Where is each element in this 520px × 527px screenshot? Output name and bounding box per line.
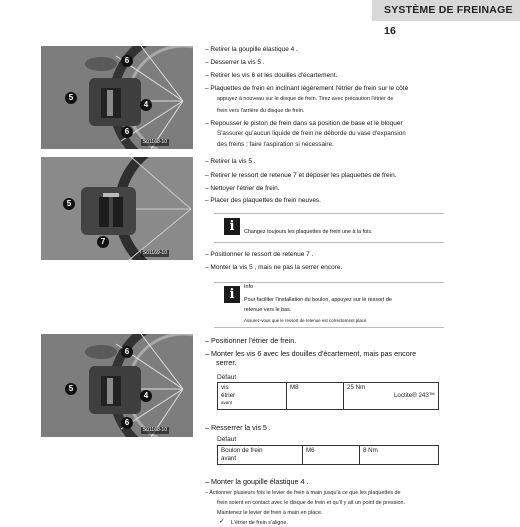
spec-cell: M8 — [287, 383, 344, 410]
callout-4: 4 — [140, 99, 152, 111]
spec-cell: M6 — [303, 446, 360, 465]
check-text: L'étrier de frein s'aligne. — [231, 520, 288, 526]
callout-6b: 6 — [121, 126, 133, 138]
info-icon: i — [224, 218, 240, 235]
note-text: retenue vers le bas. — [244, 307, 292, 313]
spec-cell: 8 Nm — [360, 446, 439, 465]
spec-cell: Boulon de frein — [221, 447, 263, 454]
spec-cell: étrier — [221, 392, 236, 399]
spec-cell: Loctite® 243™ — [393, 392, 435, 399]
callout-6b: 6 — [121, 417, 133, 429]
step: – Monter la vis 5 , mais ne pas la serrer encore. — [205, 264, 343, 271]
spec-caption: Défaut — [217, 436, 237, 443]
torque-spec-table-1 — [217, 382, 439, 410]
step: – Retirer les vis 6 et les douilles d'écartement. — [205, 72, 338, 79]
photo-ref: S01168-10 — [142, 139, 167, 145]
callout-6: 6 — [121, 346, 133, 358]
callout-7: 7 — [97, 236, 109, 248]
step: – Positionner le ressort de retenue 7 . — [205, 251, 314, 258]
callout-5: 5 — [65, 383, 77, 395]
step: – Desserrer la vis 5 . — [205, 59, 265, 66]
step: – Monter les vis 6 avec les douilles d'écartement, mais pas encore — [205, 349, 417, 358]
step: – Plaquettes de frein en inclinant légèrement l'étrier de frein sur le côté — [205, 85, 409, 92]
note-title: Info — [244, 284, 253, 290]
spec-cell: avant — [221, 455, 237, 462]
note-text: Pour faciliter l'installation du boulon, appuyez sur le ressort de — [244, 297, 392, 303]
step: – Retirer le ressort de retenue 7 et déposer les plaquettes de frein. — [205, 172, 397, 179]
spec-cell: vis — [221, 384, 229, 391]
step-detail: appuyez à nouveau sur le disque de frein. Tirez avec précaution l'étrier de — [217, 96, 394, 102]
step: – Monter la goupille élastique 4 . — [205, 477, 309, 486]
step-detail: des freins ; faire l'aspiration si nécessaire. — [217, 141, 334, 148]
spec-caption: Défaut — [217, 374, 237, 381]
callout-4: 4 — [140, 390, 152, 402]
brake-caliper-image — [41, 46, 193, 149]
step-detail: frein soient en contact avec le disque de frein et qu'il y ait un point de pression. — [217, 500, 406, 506]
spec-cell: avant — [221, 400, 233, 405]
note-text: Changez toujours les plaquettes de frein une à la fois. — [244, 229, 373, 235]
callout-6: 6 — [121, 55, 133, 67]
step-detail: Maintenez le levier de frein à main en place. — [217, 510, 323, 516]
note-footer: Assurez-vous que le ressort de retenue est correctement placé. — [244, 318, 368, 323]
check-icon: ✓ — [219, 518, 225, 525]
step-detail: – Actionner plusieurs fois le levier de frein à main jusqu'à ce que les plaquettes de — [205, 490, 401, 496]
callout-5: 5 — [63, 198, 75, 210]
photo-ref: S01168-10 — [142, 427, 167, 433]
step: – Nettoyer l'étrier de frein. — [205, 185, 280, 192]
section-header: SYSTÈME DE FREINAGE 16 — [372, 0, 520, 21]
brake-photo-3 — [41, 334, 193, 437]
step: – Retirer la goupille élastique 4 . — [205, 46, 298, 53]
step: – Positionner l'étrier de frein. — [205, 336, 297, 345]
step: serrer. — [216, 358, 237, 367]
step: – Placer des plaquettes de frein neuves. — [205, 197, 321, 204]
callout-5: 5 — [65, 92, 77, 104]
info-icon: i — [224, 286, 240, 303]
brake-pads-image — [41, 157, 193, 260]
brake-caliper-image — [41, 334, 193, 437]
brake-photo-2 — [41, 157, 193, 260]
step: – Retirer la vis 5 . — [205, 158, 256, 165]
photo-ref: S01169-10 — [142, 250, 167, 256]
step: – Resserrer la vis 5 . — [205, 423, 271, 432]
torque-spec-table-2 — [217, 445, 439, 465]
brake-photo-1 — [41, 46, 193, 149]
spec-cell: 25 Nm — [347, 384, 366, 391]
step-detail: frein vers l'arrière du disque de frein. — [217, 108, 305, 114]
step: – Repousser le piston de frein dans sa position de base et le bloquer — [205, 120, 403, 127]
step-detail: S'assurer qu'aucun liquide de frein ne déborde du vase d'expansion — [217, 130, 406, 137]
